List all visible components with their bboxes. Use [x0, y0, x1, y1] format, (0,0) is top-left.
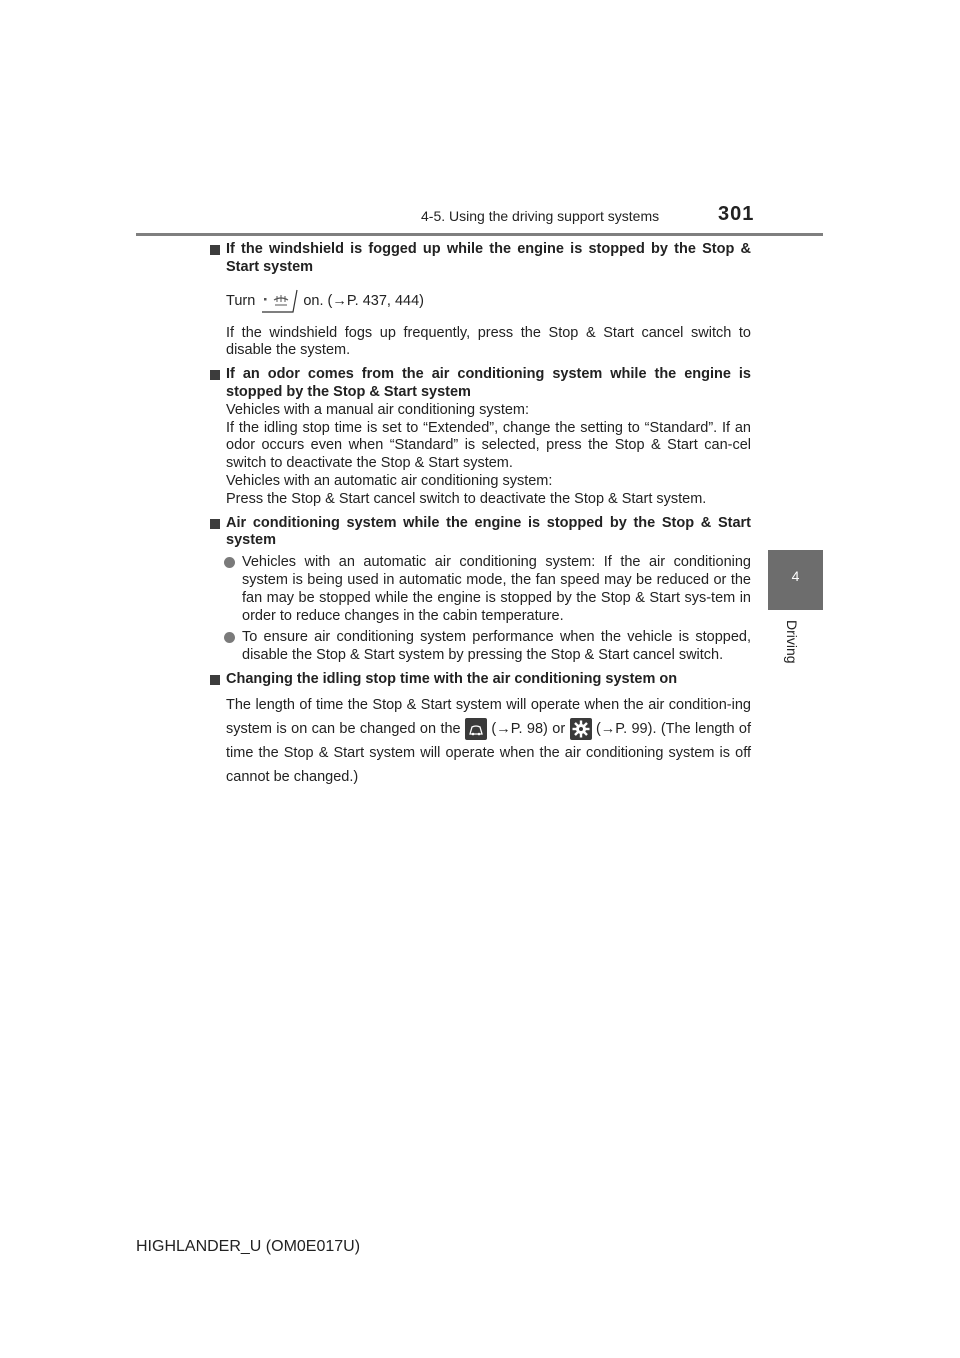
chapter-tab-label: [784, 620, 806, 680]
chapter-tab-number: 4: [791, 568, 800, 584]
section-body-line: Vehicles with a manual air conditioning system:: [226, 401, 530, 418]
header-title: 4-5. Using the driving support systems: [421, 208, 660, 224]
list-item: Vehicles with an automatic air conditioning system: If the air conditioning system is being used in automatic mode, the fan speed may be reduced or the fan may be stopped while the engine is stopped by the Stop & Start sys-tem in order to reduce changes in the cabin temperature.: [210, 554, 751, 625]
section-odor: [210, 366, 751, 508]
header-rule: [136, 233, 823, 236]
page-number: 301: [718, 203, 755, 225]
section-body-line: If the idling stop time is set to “Extended”, change the setting to “Standard”. If an odor occurs even when “Standard” is selected, press the Stop & Start can-cel switch to deactivate the Stop & Start system.: [226, 419, 751, 472]
section-heading: Changing the idling stop time with the air conditioning system on: [210, 671, 751, 689]
footer-model-code: HIGHLANDER_U (OM0E017U): [136, 1238, 361, 1255]
section-body-line: Vehicles with an automatic air conditioning system:: [226, 472, 553, 489]
square-bullet-icon: [210, 519, 220, 529]
list-item: To ensure air conditioning system performance when the vehicle is stopped, disable the Stop & Start system by pressing the Stop & Start cancel switch.: [210, 629, 751, 665]
chapter-tab: [768, 550, 823, 610]
vehicle-settings-icon: [465, 718, 487, 740]
section-windshield-fog: [210, 241, 751, 360]
section-heading: If an odor comes from the air conditioning system while the engine is stopped by the Stop & Start system: [210, 366, 751, 402]
square-bullet-icon: [210, 370, 220, 380]
page-content: [210, 241, 751, 795]
section-idling-stop-time: [210, 671, 751, 789]
circle-bullet-icon: [224, 632, 235, 643]
section-heading: If the windshield is fogged up while the engine is stopped by the Stop & Start system: [210, 241, 751, 277]
chapter-tab-label-text: Driving: [784, 620, 800, 664]
section-body: The length of time the Stop & Start system will operate when the air condition-ing system is on can be changed on the (→P. 98) or (→P. 99). (The length of time the Stop & Start system will operate when the air conditioning system is off cannot be changed.): [226, 696, 752, 785]
square-bullet-icon: [210, 245, 220, 255]
section-ac-during-stop: [210, 515, 751, 665]
windshield-defogger-icon: [259, 287, 299, 315]
section-body-line: Press the Stop & Start cancel switch to deactivate the Stop & Start system.: [226, 490, 707, 507]
section-heading: Air conditioning system while the engine is stopped by the Stop & Start system: [210, 515, 751, 551]
section-body: If the windshield fogs up frequently, press the Stop & Start cancel switch to disable the system.: [226, 324, 751, 359]
turn-on-instruction: Turn on. (→P. 437, 444): [210, 287, 751, 315]
gear-icon: [570, 718, 592, 740]
circle-bullet-icon: [224, 557, 235, 568]
square-bullet-icon: [210, 675, 220, 685]
